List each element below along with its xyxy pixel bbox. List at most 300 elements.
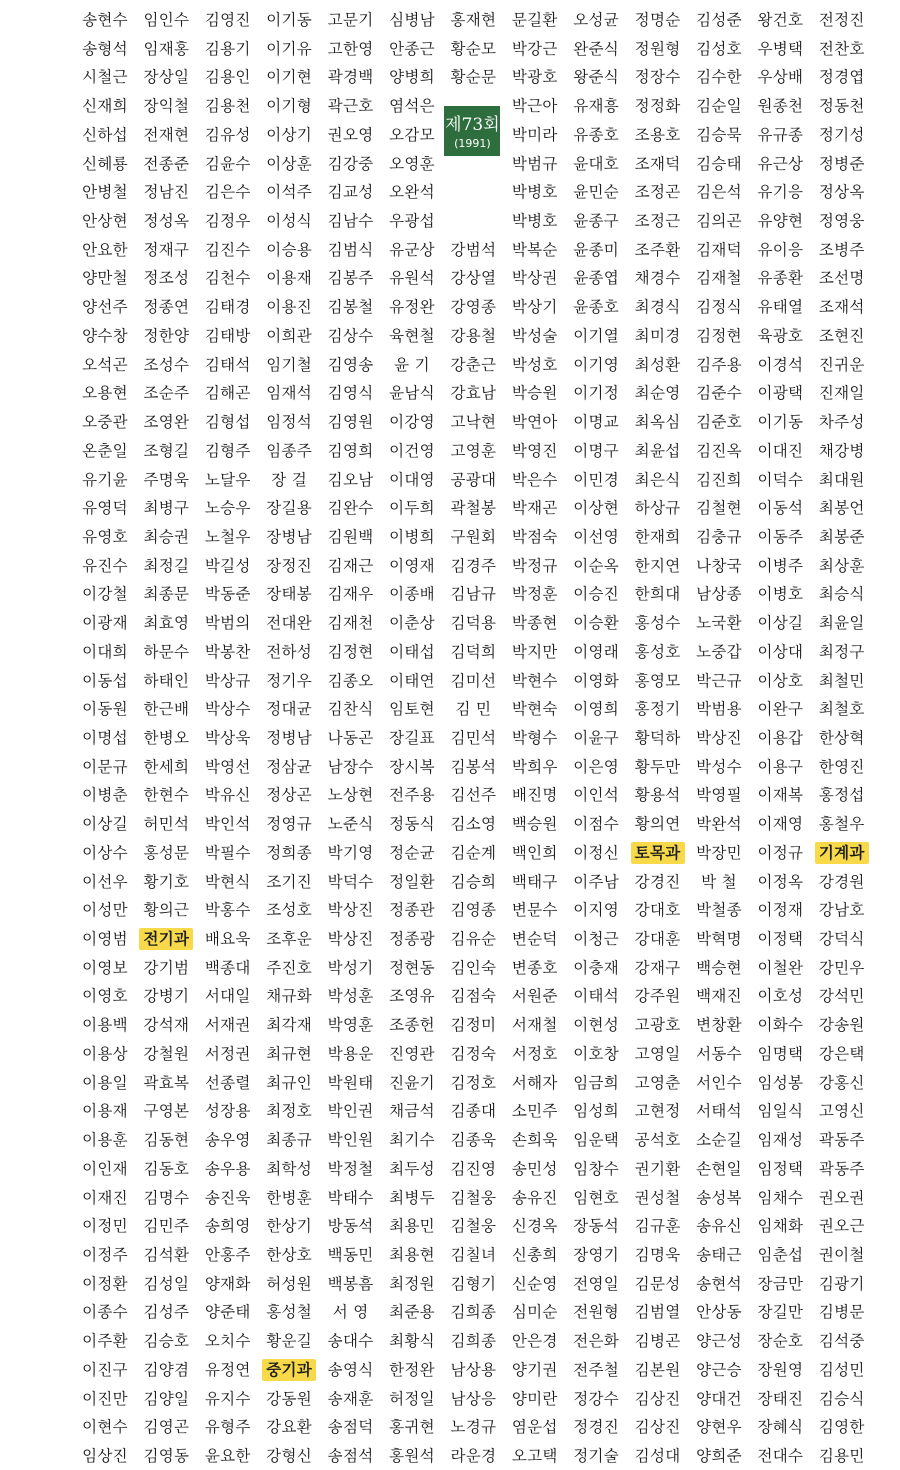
name-cell: 김봉석: [450, 757, 497, 776]
name-cell: 정상곤: [266, 786, 313, 805]
name-cell: 시철근: [82, 68, 128, 87]
name-cell: 김용천: [204, 97, 251, 116]
name-cell: 김재덕: [696, 240, 742, 259]
name-cell: 조용호: [634, 125, 681, 144]
name-cell: 최은식: [634, 470, 681, 489]
name-cell: 강대호: [634, 901, 681, 920]
name-cell: 정일환: [389, 872, 435, 891]
name-cell: 이정옥: [757, 872, 804, 891]
name-cell: 강석민: [818, 987, 865, 1006]
name-cell: 박정훈: [511, 585, 558, 604]
name-cell: 성장용: [204, 1102, 251, 1121]
name-cell: 박정철: [327, 1159, 374, 1178]
name-cell: 최종문: [143, 585, 190, 604]
name-cell: 이기동: [266, 11, 313, 29]
name-cell: 김성일: [143, 1274, 190, 1293]
name-cell: 송현석: [696, 1274, 742, 1293]
name-cell: 강덕식: [818, 930, 865, 949]
name-cell: 이경석: [757, 355, 804, 374]
name-cell: 권오권: [818, 1188, 865, 1207]
name-cell: 박영진: [511, 441, 558, 460]
name-cell: 안상현: [82, 212, 128, 231]
name-cell: 오석곤: [82, 355, 128, 374]
name-cell: 윤민순: [573, 183, 620, 202]
name-cell: 라운경: [450, 1447, 497, 1465]
name-cell: 박인석: [204, 815, 251, 834]
name-cell: 정영웅: [818, 212, 865, 231]
name-cell: 이기유: [266, 39, 313, 58]
name-cell: 최병구: [143, 499, 190, 518]
name-cell: 최경식: [634, 298, 681, 317]
name-cell: 이인석: [573, 786, 620, 805]
name-cell: 장 걸: [271, 470, 308, 489]
name-cell: 황순문: [450, 68, 497, 87]
name-cell: 이영희: [573, 700, 620, 719]
name-cell: 임인수: [143, 11, 190, 29]
name-cell: 이석주: [266, 183, 313, 202]
name-cell: 박성기: [327, 958, 374, 977]
name-cell: 박홍수: [204, 901, 251, 920]
name-cell: 홍정섭: [818, 786, 865, 805]
name-cell: 조순주: [143, 384, 190, 403]
name-cell: 진윤기: [389, 1073, 435, 1092]
name-cell: 정병준: [818, 154, 865, 173]
name-cell: 양병희: [389, 68, 435, 87]
name-cell: 이영화: [573, 671, 620, 690]
name-cell: 박상기: [511, 298, 558, 317]
name-cell: 이화수: [757, 1016, 804, 1035]
name-cell: 최종규: [266, 1131, 313, 1150]
name-cell: 강경원: [818, 872, 865, 891]
name-cell: 채규화: [266, 987, 313, 1006]
name-cell: 염운섭: [511, 1418, 558, 1437]
name-cell: 변종호: [511, 958, 558, 977]
name-cell: 김정우: [204, 212, 251, 231]
name-cell: 김정현: [327, 642, 374, 661]
name-cell: 한병훈: [266, 1188, 313, 1207]
name-cell: 정병남: [266, 729, 313, 747]
name-cell: 강상열: [450, 269, 497, 288]
name-cell: 권성철: [634, 1188, 681, 1207]
name-cell: 한상기: [266, 1217, 313, 1236]
name-cell: 최승권: [143, 527, 190, 546]
name-cell: 이상기: [266, 125, 313, 144]
name-cell: 김순일: [696, 97, 742, 116]
name-cell: 김승묵: [696, 125, 742, 144]
name-cell: 양근승: [696, 1360, 742, 1379]
name-cell: 김윤수: [204, 154, 251, 173]
name-cell: 장동석: [573, 1217, 620, 1236]
name-cell: 이용상: [82, 1044, 128, 1063]
name-cell: 박형수: [511, 729, 558, 747]
name-cell: 김천수: [204, 269, 251, 288]
name-cell: 왕준식: [573, 68, 620, 87]
name-cell: 임재홍: [143, 39, 190, 58]
name-cell: 전대완: [266, 614, 313, 633]
name-cell: 한상혁: [818, 729, 865, 747]
name-cell: 장혜식: [757, 1418, 804, 1437]
name-cell: 최승식: [818, 585, 865, 604]
name-cell: 전주용: [389, 786, 435, 805]
name-cell: 방동석: [327, 1217, 374, 1236]
name-cell: 박장민: [696, 843, 742, 862]
name-cell: 이상길: [757, 614, 804, 633]
name-cell: 김진옥: [696, 441, 742, 460]
name-cell: 곽경백: [327, 68, 374, 87]
name-cell: 이재복: [757, 786, 804, 805]
name-cell: 김희종: [450, 1332, 497, 1351]
name-cell: 서정권: [204, 1044, 251, 1063]
name-cell: 김진희: [696, 470, 742, 489]
name-cell: 유종환: [757, 269, 804, 288]
name-cell: 이은영: [573, 757, 620, 776]
name-cell: 김재천: [327, 614, 374, 633]
name-cell: 김덕희: [450, 642, 497, 661]
name-cell: 백재진: [696, 987, 742, 1006]
name-cell: 박덕수: [327, 872, 374, 891]
name-cell: 심병남: [389, 11, 435, 29]
name-cell: 서대일: [204, 987, 251, 1006]
name-cell: 이두희: [389, 499, 435, 518]
name-cell: 박지만: [511, 642, 558, 661]
name-cell: 홍귀현: [389, 1418, 435, 1437]
name-cell: 조재덕: [634, 154, 681, 173]
department-label: 토목과: [631, 842, 685, 864]
name-cell: 김종오: [327, 671, 374, 690]
name-cell: 하상규: [634, 499, 681, 518]
name-cell: 임명택: [757, 1044, 804, 1063]
name-cell: 남상종: [696, 585, 742, 604]
name-cell: 이용재: [82, 1102, 128, 1121]
name-cell: 양미란: [511, 1389, 558, 1408]
name-cell: 임금희: [573, 1073, 620, 1092]
name-cell: 박상욱: [204, 729, 251, 747]
name-cell: 정희종: [266, 843, 313, 862]
name-cell: 신헤룡: [82, 154, 128, 173]
name-cell: 전하성: [266, 642, 313, 661]
name-cell: 한상호: [266, 1245, 313, 1264]
name-cell: 전은화: [573, 1332, 620, 1351]
name-cell: 김칠녀: [450, 1245, 497, 1264]
name-cell: 김용인: [204, 68, 251, 87]
name-cell: 박동준: [204, 585, 251, 604]
name-cell: 고영훈: [450, 441, 497, 460]
name-cell: 이동석: [757, 499, 804, 518]
name-cell: 김재근: [327, 556, 374, 575]
name-cell: 육현철: [389, 326, 435, 345]
name-cell: 정순균: [389, 843, 435, 862]
name-cell: 최윤섭: [634, 441, 681, 460]
name-cell: 최정구: [818, 642, 865, 661]
name-cell: 양준태: [204, 1303, 251, 1322]
name-cell: 김동현: [143, 1131, 190, 1150]
name-cell: 김상진: [634, 1389, 681, 1408]
name-cell: 박상권: [511, 269, 558, 288]
name-cell: 백종대: [204, 958, 251, 977]
name-cell: 유원석: [389, 269, 435, 288]
name-cell: 유양현: [757, 212, 804, 231]
name-cell: 남장수: [327, 757, 374, 776]
name-cell: 장금만: [757, 1274, 804, 1293]
name-cell: 유진수: [82, 556, 128, 575]
name-cell: 유정연: [204, 1360, 251, 1379]
name-cell: 정현동: [389, 958, 435, 977]
name-cell: 임성희: [573, 1102, 620, 1121]
name-cell: 고영춘: [634, 1073, 681, 1092]
name-cell: 이태석: [573, 987, 620, 1006]
name-cell: 이선영: [573, 527, 620, 546]
name-cell: 서인수: [696, 1073, 742, 1092]
name-cell: 정조성: [143, 269, 190, 288]
name-cell: 문길환: [511, 11, 558, 29]
name-cell: 김인숙: [450, 958, 497, 977]
name-cell: 이정신: [573, 843, 620, 862]
name-cell: 최옥심: [634, 413, 681, 432]
name-cell: 황의연: [634, 815, 681, 834]
name-cell: 김진수: [204, 240, 251, 259]
name-cell: 이정환: [82, 1274, 128, 1293]
name-cell: 정강수: [573, 1389, 620, 1408]
name-cell: 주명욱: [143, 470, 190, 489]
name-cell: 윤요한: [204, 1447, 251, 1465]
name-cell: 안상동: [696, 1303, 742, 1322]
name-cell: 임기철: [266, 355, 313, 374]
name-cell: 고낙현: [450, 413, 497, 432]
name-cell: 한영진: [818, 757, 865, 776]
name-cell: 강대훈: [634, 930, 681, 949]
name-cell: 이호창: [573, 1044, 620, 1063]
name-cell: 전영일: [573, 1274, 620, 1293]
name-cell: 김문성: [634, 1274, 681, 1293]
name-cell: 이대진: [757, 441, 804, 460]
name-cell: 김교성: [327, 183, 374, 202]
name-cell: 박태수: [327, 1188, 374, 1207]
name-cell: 조선명: [818, 269, 865, 288]
name-cell: 이용재: [266, 269, 313, 288]
name-cell: 유지수: [204, 1389, 251, 1408]
name-cell: 임일식: [757, 1102, 804, 1121]
class-badge: [444, 106, 500, 156]
name-cell: 백동민: [327, 1245, 374, 1264]
name-cell: 채경수: [634, 269, 681, 288]
name-cell: 박길성: [204, 556, 251, 575]
name-cell: 장순호: [757, 1332, 804, 1351]
name-cell: 이정주: [82, 1245, 128, 1264]
name-cell: 최병두: [389, 1188, 435, 1207]
name-cell: 송민성: [511, 1159, 558, 1178]
name-cell: 강동원: [266, 1389, 313, 1408]
name-cell: 김미선: [450, 671, 497, 690]
name-cell: 황기호: [143, 872, 190, 891]
name-cell: 양현우: [696, 1418, 742, 1437]
name-cell: 정종연: [143, 298, 190, 317]
name-cell: 김유순: [450, 930, 497, 949]
name-cell: 이동섭: [82, 671, 128, 690]
name-cell: 장길만: [757, 1303, 804, 1322]
name-cell: 박인권: [327, 1102, 374, 1121]
name-cell: 김찬식: [327, 700, 374, 719]
name-cell: 이영호: [82, 987, 128, 1006]
name-roster: [72, 6, 870, 1465]
name-cell: 이병호: [757, 585, 804, 604]
name-cell: 박정규: [511, 556, 558, 575]
name-cell: 정상옥: [818, 183, 865, 202]
name-cell: 전주철: [573, 1360, 620, 1379]
name-cell: 이광재: [82, 614, 128, 633]
name-cell: 조성수: [143, 355, 190, 374]
name-cell: 오고택: [511, 1447, 558, 1465]
name-cell: 박철종: [696, 901, 742, 920]
name-cell: 박봉찬: [204, 642, 251, 661]
name-cell: 오영훈: [389, 154, 435, 173]
name-cell: 이정규: [757, 843, 804, 862]
name-cell: 최상훈: [818, 556, 865, 575]
name-cell: 이희관: [266, 326, 313, 345]
name-cell: 이기현: [266, 68, 313, 87]
name-cell: 진재일: [818, 384, 865, 403]
name-cell: 노달우: [204, 470, 251, 489]
name-cell: 송영식: [327, 1360, 374, 1379]
name-cell: 송우영: [204, 1131, 251, 1150]
name-cell: 유군상: [389, 240, 435, 259]
name-cell: 윤종호: [573, 298, 620, 317]
name-cell: 김성준: [696, 11, 742, 29]
name-cell: 정장수: [634, 68, 681, 87]
name-cell: 신하섭: [82, 125, 128, 144]
name-cell: 서해자: [511, 1073, 558, 1092]
name-cell: 한세희: [143, 757, 190, 776]
name-cell: 박상진: [327, 901, 374, 920]
name-cell: 정정화: [634, 97, 681, 116]
name-cell: 이동원: [82, 700, 128, 719]
name-cell: 이윤구: [573, 729, 620, 747]
name-cell: 조주환: [634, 240, 681, 259]
name-cell: 전찬호: [818, 39, 865, 58]
name-cell: 심미순: [511, 1303, 558, 1322]
name-cell: 김철웅: [450, 1217, 497, 1236]
name-cell: 안요한: [82, 240, 128, 259]
name-cell: 김석중: [818, 1332, 865, 1351]
name-cell: 변창환: [696, 1016, 742, 1035]
name-cell: 임채화: [757, 1217, 804, 1236]
name-cell: 김영식: [327, 384, 374, 403]
name-cell: 송유진: [511, 1188, 558, 1207]
name-cell: 송형석: [82, 39, 128, 58]
name-cell: 이진만: [82, 1389, 128, 1408]
name-cell: 고영신: [818, 1102, 865, 1121]
name-cell: 서태석: [696, 1102, 742, 1121]
name-cell: 오성균: [573, 11, 620, 29]
name-cell: 윤종미: [573, 240, 620, 259]
name-cell: 박현숙: [511, 700, 558, 719]
name-cell: 강기범: [143, 958, 190, 977]
name-cell: 안병철: [82, 183, 128, 202]
name-cell: 이상훈: [266, 154, 313, 173]
name-cell: 이호성: [757, 987, 804, 1006]
name-cell: 장영기: [573, 1245, 620, 1264]
name-cell: 박점숙: [511, 527, 558, 546]
name-cell: 송점석: [327, 1447, 374, 1465]
department-label: 중기과: [262, 1359, 316, 1381]
name-cell: 이완구: [757, 700, 804, 719]
name-cell: 황용석: [634, 786, 681, 805]
name-cell: 김정미: [450, 1016, 497, 1035]
name-cell: 김정식: [696, 298, 742, 317]
name-cell: 이종배: [389, 585, 435, 604]
name-cell: 이대희: [82, 642, 128, 661]
name-cell: 손희욱: [511, 1131, 558, 1150]
name-cell: 박재곤: [511, 499, 558, 518]
name-cell: 임재성: [757, 1131, 804, 1150]
name-cell: 이덕수: [757, 470, 804, 489]
name-cell: 송성복: [696, 1188, 742, 1207]
name-cell: 김승호: [143, 1332, 190, 1351]
name-cell: 유근상: [757, 154, 804, 173]
name-cell: 양근성: [696, 1332, 742, 1351]
name-cell: 조종헌: [389, 1016, 435, 1035]
name-cell: 최순영: [634, 384, 681, 403]
name-cell: 장원영: [757, 1360, 804, 1379]
name-cell: 김명수: [143, 1188, 190, 1207]
name-cell: 윤 기: [394, 355, 430, 374]
name-cell: 유기응: [757, 183, 804, 202]
name-cell: 곽근호: [327, 97, 374, 116]
name-cell: 박현식: [204, 872, 251, 891]
name-cell: 이진구: [82, 1360, 128, 1379]
name-cell: 최용민: [389, 1217, 435, 1236]
name-cell: 채금석: [389, 1102, 435, 1121]
name-cell: 윤종엽: [573, 269, 620, 288]
name-cell: 정영규: [266, 815, 313, 834]
name-cell: 조영유: [389, 987, 435, 1006]
name-cell: 이병춘: [82, 786, 128, 805]
name-cell: 서재철: [511, 1016, 558, 1035]
name-cell: 이광택: [757, 384, 804, 403]
name-cell: 염석은: [389, 97, 435, 116]
name-cell: 김철웅: [450, 1188, 497, 1207]
name-cell: 양기권: [511, 1360, 558, 1379]
name-cell: 정종관: [389, 901, 435, 920]
name-cell: 하태인: [143, 671, 190, 690]
name-cell: 유영덕: [82, 499, 128, 518]
name-cell: 고광호: [634, 1016, 681, 1035]
name-cell: 임상진: [82, 1447, 128, 1465]
department-label: 기계과: [815, 842, 869, 864]
name-cell: 황덕하: [634, 729, 681, 747]
name-cell: 이승용: [266, 240, 313, 259]
name-cell: 박상규: [204, 671, 251, 690]
name-cell: 곽효복: [143, 1073, 190, 1092]
name-cell: 박은수: [511, 470, 558, 489]
name-cell: 허정일: [389, 1389, 435, 1408]
name-cell: 이춘상: [389, 614, 435, 633]
name-cell: 최학성: [266, 1159, 313, 1178]
name-cell: 강석재: [143, 1016, 190, 1035]
name-cell: 채강병: [818, 441, 865, 460]
name-cell: 오중관: [82, 413, 128, 432]
name-cell: 서 영: [332, 1303, 369, 1322]
name-cell: 강병기: [143, 987, 190, 1006]
name-cell: 김오남: [327, 470, 374, 489]
name-cell: 정종광: [389, 930, 435, 949]
name-cell: 정경진: [573, 1418, 620, 1437]
badge-year: (1991): [454, 137, 491, 151]
name-cell: 정남진: [143, 183, 190, 202]
name-cell: 김남규: [450, 585, 497, 604]
name-cell: 강남호: [818, 901, 865, 920]
name-cell: 황순모: [450, 39, 497, 58]
name-cell: 이정택: [757, 930, 804, 949]
